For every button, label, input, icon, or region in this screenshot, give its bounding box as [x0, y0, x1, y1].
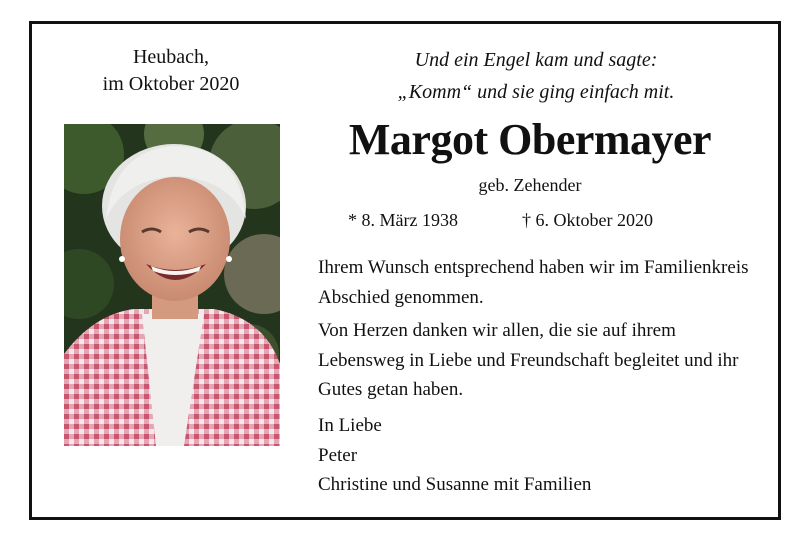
signer-name: Peter — [318, 444, 358, 466]
signature-block — [318, 411, 758, 500]
message-paragraph: Von Herzen danken wir allen, die sie auf ihrem Lebensweg in Liebe und Freundschaft begleitet und ihr Gutes getan haben. — [318, 320, 739, 400]
death-date: † 6. Oktober 2020 — [522, 210, 653, 230]
motto-quote — [330, 44, 742, 108]
birth-date: * 8. März 1938 — [348, 210, 458, 230]
notice-message — [318, 253, 758, 409]
closing-line: In Liebe — [318, 415, 382, 436]
portrait-photo — [64, 124, 280, 446]
motto-line-1: Und ein Engel kam und sagte: — [414, 49, 658, 71]
motto-line-2: „Komm“ und sie ging einfach mit. — [397, 81, 675, 103]
place-line: Heubach, — [132, 46, 210, 68]
maiden-name: geb. Zehender — [478, 175, 582, 195]
signer-name: Christine und Susanne mit Familien — [318, 474, 592, 495]
deceased-name: Margot Obermayer — [348, 115, 712, 164]
message-paragraph: Ihrem Wunsch entsprechend haben wir im Familienkreis Abschied genommen. — [318, 257, 749, 308]
place-and-date — [60, 44, 282, 98]
date-line: im Oktober 2020 — [102, 73, 240, 95]
